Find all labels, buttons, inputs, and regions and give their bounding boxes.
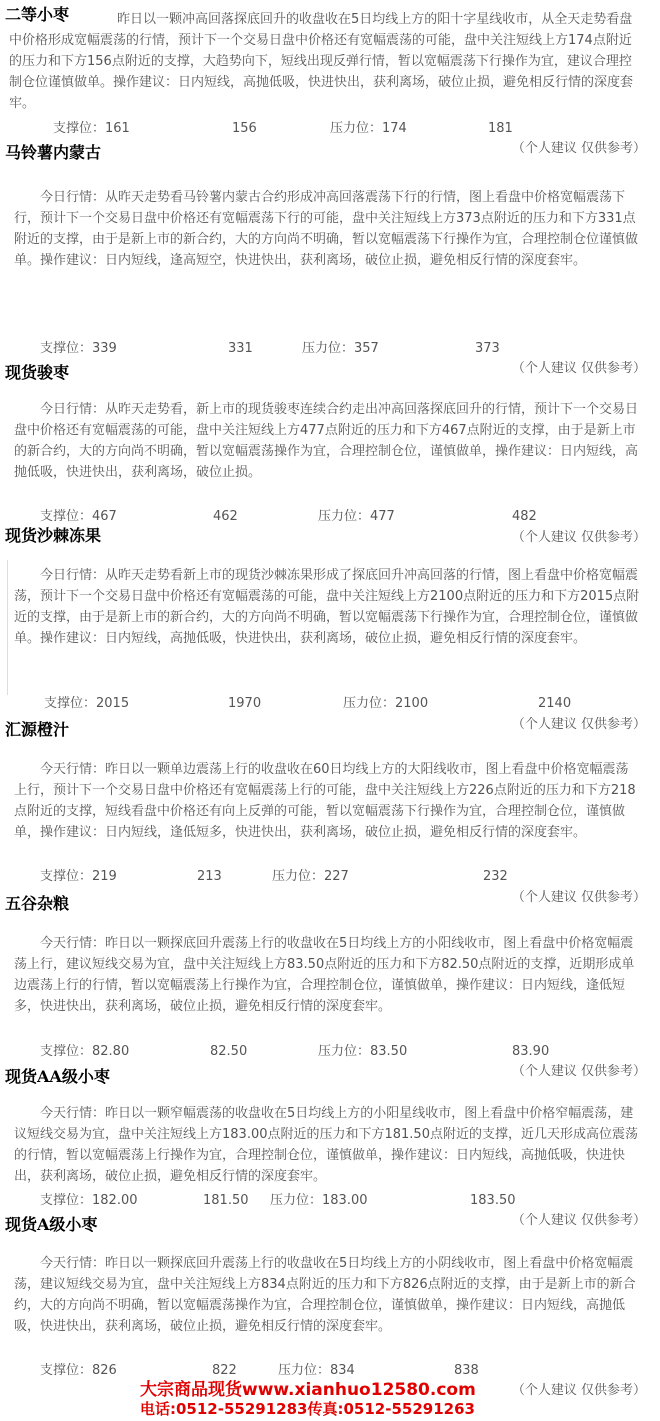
pressure-level: 压力位：174 — [330, 121, 407, 136]
disclaimer-note: （个人建议 仅供参考） — [511, 717, 646, 732]
pressure-level-2: 373 — [475, 341, 500, 356]
pressure-level-2: 83.90 — [512, 1044, 550, 1059]
section-title: 现货AA级小枣 — [5, 1067, 110, 1086]
section-title: 现货沙棘冻果 — [5, 526, 102, 545]
support-level-2: 822 — [212, 1363, 237, 1378]
support-level: 支撑位：826 — [40, 1363, 117, 1378]
footer-contact: 电话:0512-55291283传真:0512-55291263 — [140, 1400, 475, 1418]
pressure-level-2: 181 — [488, 121, 513, 136]
support-level-2: 462 — [213, 509, 238, 524]
footer-brand-link[interactable]: 大宗商品现货www.xianhuo12580.com — [140, 1380, 476, 1400]
section-title: 二等小枣 — [5, 5, 70, 24]
pressure-level: 压力位：2100 — [343, 696, 429, 711]
section-title: 汇源橙汁 — [5, 720, 70, 739]
support-level: 支撑位：161 — [53, 121, 130, 136]
pressure-level: 压力位：227 — [272, 869, 349, 884]
section-text: 今天行情：昨日以一颗探底回升震荡上行的收盘收在5日均线上方的小阴线收市，图上看盘中价格宽幅震荡，建议短线交易为宜，盘中关注短线上方834点附近的压力和下方826点附近的支撑，由于是新上市的新合约，大的方向尚不明确，暂以宽幅震荡操作为宜，合理控制仓位，谨慎做单，操作建议：日内短线，高抛低吸，快进快出，获利离场，破位止损，避免相反行情的深度套牢。 — [14, 1256, 636, 1334]
disclaimer-note: （个人建议 仅供参考） — [511, 141, 646, 156]
section-text: 今天行情：昨日以一颗探底回升震荡上行的收盘收在5日均线上方的小阳线收市，图上看盘中价格宽幅震荡上行，建议短线交易为宜，盘中关注短线上方83.50点附近的压力和下方82.50点附近的支撑，近期形成单边震荡上行的行情，暂以宽幅震荡上行操作为宜，合理控制仓位，谨慎做单，操作建议：日内短线，逢低短多，快进快出，获利离场，破位止损，避免相反行情的深度套牢。 — [14, 936, 635, 1014]
section-text: 今日行情：从昨天走势看新上市的现货沙棘冻果形成了探底回升冲高回落的行情，图上看盘中价格宽幅震荡，预计下一个交易日盘中价格还有宽幅震荡的可能，盘中关注短线上方2100点附近的压力和下方2015点附近的支撑，由于是新上市的新合约，大的方向尚不明确，暂以宽幅震荡下行操作为宜，合理控制仓位，谨慎做单。操作建议：日内短线，高抛低吸，快进快出，获利离场，破位止损，避免相反行情的深度套牢。 — [14, 568, 640, 646]
support-level-2: 82.50 — [210, 1044, 248, 1059]
pressure-level-2: 232 — [483, 869, 508, 884]
section-text: 今天行情：昨日以一颗窄幅震荡的收盘收在5日均线上方的小阳星线收市，图上看盘中价格窄幅震荡，建议短线交易为宜，盘中关注短线上方183.00点附近的压力和下方181.50点附近的支撑，近几天形成高位震荡的行情，暂以宽幅震荡上行操作为宜，合理控制仓位，谨慎做单，操作建议：日内短线，高抛低吸，快进快出，获利离场，破位止损，避免相反行情的深度套牢。 — [14, 1106, 638, 1184]
support-level-2: 213 — [197, 869, 222, 884]
pressure-level: 压力位：477 — [318, 509, 395, 524]
section-text: 今天行情：昨日以一颗单边震荡上行的收盘收在60日均线上方的大阳线收市，图上看盘中价格宽幅震荡上行，预计下一个交易日盘中价格还有宽幅震荡上行的可能，盘中关注短线上方226点附近的压力和下方218点附近的支撑，短线看盘中价格还有向上反弹的可能，暂以宽幅震荡下行操作为宜，合理控制仓位，谨慎做单，操作建议：日内短线，逢低短多，快进快出，获利离场，破位止损，避免相反行情的深度套牢。 — [14, 762, 636, 840]
disclaimer-note: （个人建议 仅供参考） — [511, 1383, 646, 1398]
pressure-level: 压力位：834 — [278, 1363, 355, 1378]
disclaimer-note: （个人建议 仅供参考） — [511, 1064, 646, 1079]
support-level: 支撑位：219 — [40, 869, 117, 884]
pressure-level-2: 183.50 — [470, 1193, 516, 1208]
support-level: 支撑位：82.80 — [40, 1044, 130, 1059]
support-level-2: 156 — [232, 121, 257, 136]
disclaimer-note: （个人建议 仅供参考） — [511, 1213, 646, 1228]
pressure-level: 压力位：357 — [302, 341, 379, 356]
support-level: 支撑位：2015 — [44, 696, 130, 711]
support-level: 支撑位：467 — [40, 509, 117, 524]
support-level: 支撑位：339 — [40, 341, 117, 356]
support-level-2: 1970 — [228, 696, 262, 711]
section-text: 今日行情：从昨天走势看，新上市的现货骏枣连续合约走出冲高回落探底回升的行情，预计下一个交易日盘中价格还有宽幅震荡的可能，盘中关注短线上方477点附近的压力和下方467点附近的支撑，由于是新上市的新合约，大的方向尚不明确，暂以宽幅震荡操作为宜，合理控制仓位，谨慎做单，操作建议：日内短线，高抛低吸，快进快出，获利离场，破位止损。 — [14, 402, 639, 480]
section-text: 昨日以一颗冲高回落探底回升的收盘收在5日均线上方的阳十字星线收市，从全天走势看盘中价格形成宽幅震荡的行情，预计下一个交易日盘中价格还有宽幅震荡的可能，盘中关注短线上方174点附近的压力和下方156点附近的支撑，大趋势向下，短线出现反弹行情，暂以宽幅震荡下行操作为宜，建议合理控制仓位谨慎做单。操作建议：日内短线，高抛低吸，快进快出，获利离场，破位止损，避免相反行情的深度套牢。 — [9, 12, 634, 111]
quote-border — [7, 560, 8, 695]
pressure-level-2: 482 — [512, 509, 537, 524]
pressure-level-2: 838 — [454, 1363, 479, 1378]
disclaimer-note: （个人建议 仅供参考） — [511, 530, 646, 545]
disclaimer-note: （个人建议 仅供参考） — [511, 890, 646, 905]
section-title: 现货A级小枣 — [5, 1215, 98, 1234]
section-title: 五谷杂粮 — [5, 894, 70, 913]
pressure-level: 压力位：183.00 — [270, 1193, 368, 1208]
section-text: 今日行情：从昨天走势看马铃薯内蒙古合约形成冲高回落震荡下行的行情，图上看盘中价格宽幅震荡下行，预计下一个交易日盘中价格还有宽幅震荡下行的可能，盘中关注短线上方373点附近的压力和下方331点附近的支撑，由于是新上市的新合约，大的方向尚不明确，暂以宽幅震荡下行操作为宜，合理控制仓位谨慎做单。操作建议：日内短线，逢高短空，快进快出，获利离场，破位止损，避免相反行情的深度套牢。 — [14, 190, 639, 268]
support-level-2: 181.50 — [203, 1193, 249, 1208]
pressure-level: 压力位：83.50 — [318, 1044, 408, 1059]
section-title: 现货骏枣 — [5, 363, 70, 382]
section-title: 马铃薯内蒙古 — [5, 143, 102, 162]
support-level: 支撑位：182.00 — [40, 1193, 138, 1208]
pressure-level-2: 2140 — [538, 696, 572, 711]
support-level-2: 331 — [228, 341, 253, 356]
disclaimer-note: （个人建议 仅供参考） — [511, 361, 646, 376]
